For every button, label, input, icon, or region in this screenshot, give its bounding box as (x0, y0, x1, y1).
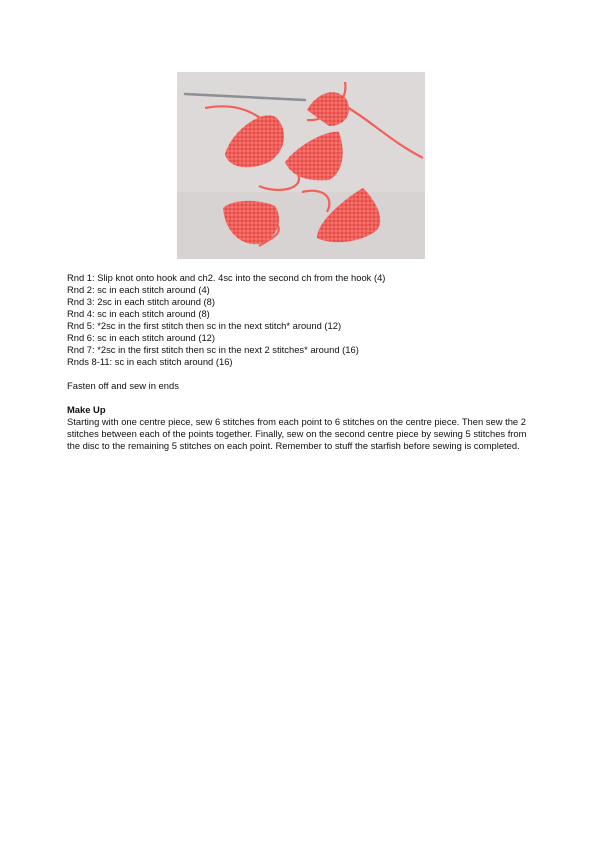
round-instruction: Rnd 3: 2sc in each stitch around (8) (67, 296, 215, 307)
make-up-heading: Make Up (67, 404, 106, 415)
round-instruction: Rnd 4: sc in each stitch around (8) (67, 308, 210, 319)
fasten-off-note: Fasten off and sew in ends (67, 380, 179, 391)
round-instruction: Rnd 7: *2sc in the first stitch then sc in the next 2 stitches* around (16) (67, 344, 359, 355)
round-instruction: Rnd 5: *2sc in the first stitch then sc in the next stitch* around (12) (67, 320, 342, 331)
pattern-text (67, 272, 537, 452)
round-instruction: Rnd 2: sc in each stitch around (4) (67, 284, 210, 295)
starfish-pieces-photo (177, 72, 425, 259)
round-instruction: Rnd 1: Slip knot onto hook and ch2. 4sc into the second ch from the hook (4) (67, 272, 386, 283)
make-up-instructions: Starting with one centre piece, sew 6 stitches from each point to 6 stitches on the centre piece. Then sew the 2 stitches between each of the points together. Finally, sew on the second centre piece by sewing 5 stitches from the disc to the remaining 5 stitches on each point. Remember to stuff the starfish before sewing is completed. (67, 416, 527, 451)
round-instructions (67, 272, 537, 368)
round-instruction: Rnds 8-11: sc in each stitch around (16) (67, 356, 233, 367)
round-instruction: Rnd 6: sc in each stitch around (12) (67, 332, 215, 343)
